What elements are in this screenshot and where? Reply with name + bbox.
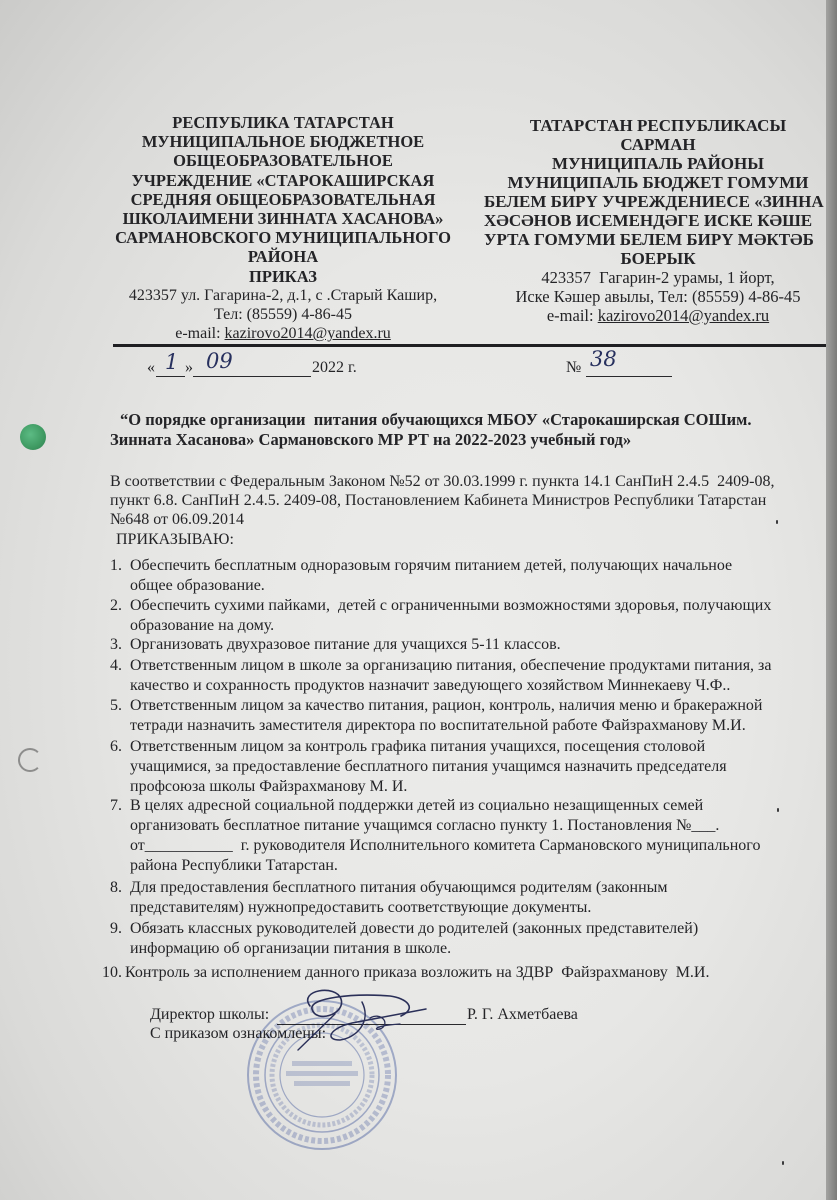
list-item [96, 556, 821, 594]
list-item-text [130, 919, 820, 959]
header-right-document-type: БОЕРЫК [620, 249, 696, 268]
list-item-line: Ответственным лицом за качество питания, рацион, контроль, наличия меню и бракеражной [130, 697, 763, 714]
list-item-line: В целях адресной социальной поддержки детей из социально незащищенных семей [130, 797, 704, 814]
list-item-line: тетради назначить заместителя директора по воспитательной работе Файзрахманову М.И. [130, 717, 746, 734]
list-item-line: Обеспечить бесплатным одноразовым горячим питанием детей, получающих начальное [130, 557, 733, 574]
header-left-line: СРЕДНЯЯ ОБЩЕОБРАЗОВАТЕЛЬНАЯ [130, 189, 436, 209]
header-left-line: МУНИЦИПАЛЬНОЕ БЮДЖЕТНОЕ [141, 132, 425, 152]
order-title-line: “О порядке организации питания обучающихся МБОУ «Старокаширская СОШим. [120, 410, 752, 429]
list-item-text [130, 656, 820, 696]
header-right-line: ХӘСӘНОВ ИСЕМЕНДӘГЕ ИСКЕ КӘШЕ [484, 211, 813, 230]
list-item-line: Ответственным лицом за контроль графика питания учащихся, посещения столовой [130, 738, 706, 755]
list-item-number: 3. [110, 636, 122, 653]
header-left-line: РЕСПУБЛИКА ТАТАРСТАН [172, 113, 394, 132]
list-item-line: Для предоставления бесплатного питания обучающимся родителям (законным [130, 879, 668, 896]
list-item-line: Обязать классных руководителей довести до родителей (законных представителей) [130, 920, 699, 937]
list-item-line: образование на дому. [130, 617, 275, 634]
acknowledgement-label: С приказом ознакомлены: [150, 1025, 327, 1042]
header-right-line: МУНИЦИПАЛЬ БЮДЖЕТ ГОМУМИ [507, 173, 809, 192]
email-address: kazirovo2014@yandex.ru [597, 306, 770, 325]
list-item [96, 656, 821, 694]
list-item-number: 6. [110, 738, 122, 755]
header-right-line: УРТА ГОМУМИ БЕЛЕМ БИРҮ МӘКТӘБ [484, 230, 814, 249]
header-right-line: МУНИЦИПАЛЬ РАЙОНЫ [552, 154, 764, 173]
header-divider [113, 344, 826, 347]
list-item-number: 7. [110, 797, 122, 814]
preamble-line: пункт 6.8. СанПиН 2.4.5. 2409-08, Постановлением Кабинета Министров Республики Татарстан [110, 492, 767, 509]
paper-speck [782, 1161, 784, 1165]
list-item [96, 737, 821, 795]
header-left-email-line [98, 324, 468, 343]
header-left-line: ОБЩЕОБРАЗОВАТЕЛЬНОЕ [173, 151, 393, 171]
date-year: 2022 г. [312, 359, 357, 376]
punch-hole-ring [18, 748, 42, 772]
list-item-number: 1. [110, 557, 122, 574]
list-item-line: качество и сохранность продуктов назначит заведующего хозяйством Миннекаеву Ч.Ф.. [130, 677, 731, 694]
list-item-line: Обеспечить сухими пайками, детей с ограниченными возможностями здоровья, получающих [130, 597, 772, 614]
email-address: kazirovo2014@yandex.ru [224, 325, 391, 343]
list-item-number: 8. [110, 879, 122, 896]
list-item-text [130, 737, 820, 797]
director-signature [240, 978, 450, 1068]
header-right-line: БЕЛЕМ БИРҮ УЧРЕЖДЕНИЕСЕ «ЗИННА [484, 192, 824, 211]
signature-name: Р. Г. Ахметбаева [467, 1006, 578, 1023]
list-item-text [130, 556, 820, 596]
list-item-line: района Республики Татарстан. [130, 857, 338, 874]
list-item-number: 10. [102, 964, 122, 981]
header-right-line: САРМАН [620, 135, 696, 154]
header-left-address: 423357 ул. Гагарина-2, д.1, с .Старый Кашир, [128, 286, 438, 304]
header-left [98, 113, 468, 343]
list-item-text [130, 796, 820, 876]
list-item [96, 596, 821, 634]
header-right-phone: Иске Кәшер авылы, Тел: (85559) 4-86-45 [515, 287, 801, 306]
list-item-number: 2. [110, 597, 122, 614]
list-item [96, 963, 821, 983]
header-right [484, 116, 826, 325]
signature-role: Директор школы: [150, 1006, 270, 1023]
list-item-line: от___________ г. руководителя Исполнительного комитета Сармановского муниципального [130, 837, 761, 854]
paper-speck [777, 808, 779, 812]
paper-speck [776, 520, 778, 524]
preamble-line: №648 от 06.09.2014 [110, 511, 245, 528]
header-right-email-line [490, 306, 826, 325]
list-item-line: информацию об организации питания в школе. [130, 940, 452, 957]
list-item-text [130, 596, 820, 636]
list-item [96, 919, 821, 957]
list-item-text [130, 696, 820, 736]
list-item-line: Ответственным лицом в школе за организацию питания, обеспечение продуктами питания, за [130, 657, 772, 674]
list-item-text [125, 963, 815, 983]
green-marker-dot [20, 424, 46, 450]
list-item-line: представителям) нужнопредоставить соответствующие документы. [130, 899, 592, 916]
date-day-handwritten: 1 [165, 350, 179, 374]
email-prefix: e-mail: [546, 306, 598, 325]
date-quote-close: » [185, 359, 193, 376]
order-number-blank [586, 347, 672, 377]
list-item-number: 5. [110, 697, 122, 714]
header-right-line: ТАТАРСТАН РЕСПУБЛИКАСЫ [529, 116, 787, 135]
date-quote-open: « [147, 359, 155, 376]
paper-edge-shadow [826, 0, 837, 1200]
list-item-line: профсоюза школы Файзрахманову М. И. [130, 778, 408, 795]
list-item-text [130, 878, 820, 918]
stamp-center-text [294, 1081, 350, 1086]
list-item-number: 9. [110, 920, 122, 937]
list-item-line: Контроль за исполнением данного приказа возложить на ЗДВР Файзрахманову М.И. [125, 964, 710, 981]
stamp-center-text [286, 1071, 358, 1076]
header-left-line: РАЙОНА [247, 247, 319, 267]
list-item-line: учащимися, за предоставление бесплатного питания учащимся назначить председателя [130, 758, 727, 775]
preamble-line: В соответствии с Федеральным Законом №52 от 30.03.1999 г. пункта 14.1 СанПиН 2.4.5 2409-08, [110, 473, 775, 490]
order-command: ПРИКАЗЫВАЮ: [116, 531, 234, 548]
document-type-title: ПРИКАЗ [249, 266, 317, 286]
email-prefix: e-mail: [175, 325, 225, 343]
signature-stroke [308, 990, 410, 1016]
date-month-blank [193, 349, 311, 377]
list-item [96, 635, 821, 655]
header-right-address: 423357 Гагарин-2 урамы, 1 йорт, [541, 268, 775, 287]
list-item-line: общее образование. [130, 577, 265, 594]
list-item-line: Организовать двухразовое питание для учащихся 5-11 классов. [130, 636, 561, 653]
date-month-handwritten: 09 [206, 349, 233, 373]
list-item-text [130, 635, 820, 655]
signature-stroke [298, 1014, 335, 1050]
list-item [96, 696, 821, 734]
order-number-label: № [566, 359, 582, 376]
signature-stroke [331, 1002, 426, 1040]
header-left-line: УЧРЕЖДЕНИЕ «СТАРОКАШИРСКАЯ [131, 170, 435, 190]
header-left-line: САРМАНОВСКОГО МУНИЦИПАЛЬНОГО [115, 228, 451, 248]
header-left-line: ШКОЛАИМЕНИ ЗИННАТА ХАСАНОВА» [122, 209, 444, 229]
date-day-blank [156, 350, 185, 377]
order-number-handwritten: 38 [590, 347, 617, 371]
header-left-phone: Тел: (85559) 4-86-45 [213, 306, 352, 324]
list-item [96, 796, 821, 874]
list-item [96, 878, 821, 916]
list-item-line: организовать бесплатное питание учащимся согласно пункту 1. Постановления №___. [130, 817, 720, 834]
order-title-line: Зинната Хасанова» Сармановского МР РТ на 2022-2023 учебный год» [110, 430, 632, 449]
list-item-number: 4. [110, 657, 122, 674]
